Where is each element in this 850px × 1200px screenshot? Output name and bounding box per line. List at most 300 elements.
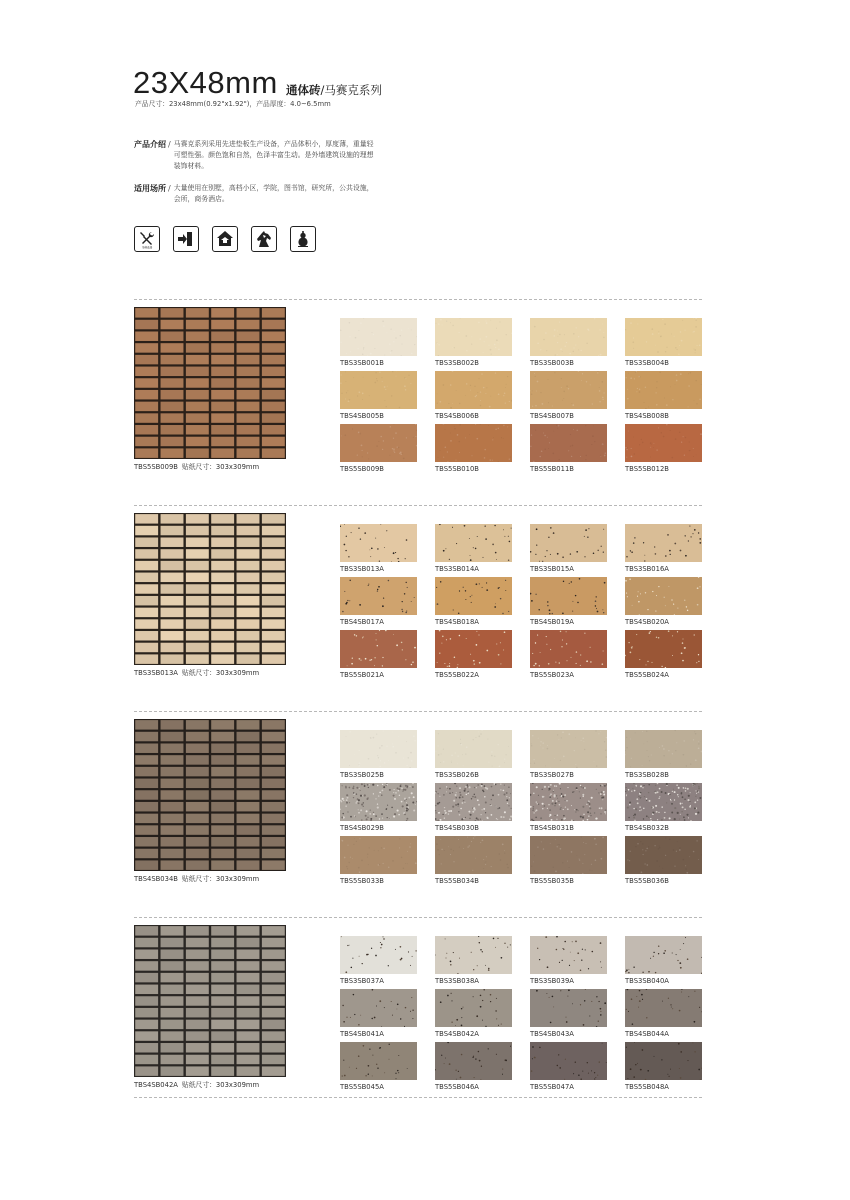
mosaic-tile (135, 973, 158, 982)
mosaic-tile (186, 973, 209, 982)
mosaic-tile (262, 619, 285, 628)
mosaic-tile (161, 378, 184, 387)
mosaic-tile (237, 390, 260, 399)
mosaic-tile (262, 985, 285, 994)
usage-block (134, 183, 374, 205)
section-divider (134, 711, 702, 712)
mosaic-tile (237, 1066, 260, 1075)
series-label: /马赛克系列 (320, 83, 382, 97)
mosaic-tile (161, 767, 184, 776)
tile-swatch-code: TBS4SB017A (340, 618, 384, 626)
mosaic-tile (135, 743, 158, 752)
mosaic-tile (237, 608, 260, 617)
mosaic-tile (262, 743, 285, 752)
mosaic-tile (237, 755, 260, 764)
mosaic-tile (135, 755, 158, 764)
mosaic-tile (186, 825, 209, 834)
mosaic-tile (237, 996, 260, 1005)
tile-swatch-code: TBS4SB029B (340, 824, 384, 832)
mosaic-tile (262, 949, 285, 958)
mosaic-tile (161, 949, 184, 958)
mosaic-tile (186, 732, 209, 741)
mosaic-tile (237, 514, 260, 523)
mosaic-tile (186, 755, 209, 764)
tile-swatch (625, 783, 702, 821)
mosaic-tile (135, 425, 158, 434)
mosaic-tile (211, 619, 234, 628)
mosaic-tile (262, 390, 285, 399)
tile-swatch-code: TBS4SB042A (435, 1030, 479, 1038)
mosaic-tile (211, 938, 234, 947)
mosaic-tile (161, 608, 184, 617)
mosaic-tile (135, 825, 158, 834)
tile-swatch-code: TBS5SB048A (625, 1083, 669, 1091)
tile-swatch-code: TBS4SB007B (530, 412, 574, 420)
mosaic-tile (135, 549, 158, 558)
mosaic-tile (161, 643, 184, 652)
tile-swatch (530, 630, 607, 668)
tile-swatch (530, 524, 607, 562)
mosaic-tile (161, 720, 184, 729)
mosaic-tile (135, 814, 158, 823)
mosaic-tile (211, 390, 234, 399)
mosaic-tile (135, 949, 158, 958)
mosaic-tile (262, 860, 285, 869)
sheet-sample-code: TBS3SB013A (134, 669, 178, 677)
tile-swatch-code: TBS5SB035B (530, 877, 574, 885)
tile-swatch (530, 936, 607, 974)
mosaic-tile (161, 331, 184, 340)
tile-swatch (625, 1042, 702, 1080)
tile-swatch-code: TBS5SB034B (435, 877, 479, 885)
mosaic-tile (135, 619, 158, 628)
mosaic-tile (237, 584, 260, 593)
mosaic-tile (262, 343, 285, 352)
series-bold-label: 通体砖 (286, 83, 321, 97)
mosaic-tile (135, 584, 158, 593)
mosaic-tile (161, 584, 184, 593)
tile-swatch (340, 630, 417, 668)
mosaic-sheet-sample (134, 307, 286, 459)
mosaic-tile (161, 654, 184, 663)
tile-swatch (340, 524, 417, 562)
mosaic-tile (161, 561, 184, 570)
mosaic-tile (237, 926, 260, 935)
tile-swatch-code: TBS4SB032B (625, 824, 669, 832)
tile-swatch (625, 577, 702, 615)
tile-swatch (625, 989, 702, 1027)
mosaic-tile (237, 526, 260, 535)
mosaic-tile (186, 720, 209, 729)
mosaic-tile (161, 973, 184, 982)
mosaic-tile (135, 926, 158, 935)
mosaic-tile (262, 355, 285, 364)
mosaic-tile (211, 1055, 234, 1064)
mosaic-tile (262, 378, 285, 387)
mosaic-tile (262, 996, 285, 1005)
tile-swatch-code: TBS3SB015A (530, 565, 574, 573)
mosaic-tile (211, 608, 234, 617)
tile-swatch-code: TBS4SB031B (530, 824, 574, 832)
mosaic-tile (262, 767, 285, 776)
tile-swatch (625, 730, 702, 768)
usage-line: 会所，商务酒店。 (173, 195, 229, 203)
mosaic-tile (211, 596, 234, 605)
mosaic-tile (211, 926, 234, 935)
mosaic-tile (135, 514, 158, 523)
mosaic-tile (262, 802, 285, 811)
mosaic-tile (237, 1020, 260, 1029)
mosaic-tile (237, 619, 260, 628)
mosaic-tile (161, 1055, 184, 1064)
mosaic-tile (186, 985, 209, 994)
sheet-size-label: 贴纸尺寸：303x309mm (181, 463, 260, 471)
mosaic-tile (186, 926, 209, 935)
mosaic-tile (135, 608, 158, 617)
section-divider (134, 299, 702, 300)
mosaic-tile (262, 720, 285, 729)
mosaic-tile (186, 779, 209, 788)
tile-swatch (530, 989, 607, 1027)
mosaic-tile (161, 985, 184, 994)
mosaic-tile (211, 1066, 234, 1075)
sheet-caption (134, 875, 259, 884)
mosaic-tile (161, 596, 184, 605)
mosaic-tile (161, 1008, 184, 1017)
mosaic-tile (186, 619, 209, 628)
product-intro-line: 装饰材料。 (173, 162, 209, 170)
mosaic-tile (161, 425, 184, 434)
mosaic-tile (186, 378, 209, 387)
mosaic-tile (211, 437, 234, 446)
enter-door-icon (173, 226, 199, 252)
mosaic-tile (211, 860, 234, 869)
tile-swatch-code: TBS3SB028B (625, 771, 669, 779)
tile-swatch (340, 577, 417, 615)
tile-swatch (435, 936, 512, 974)
tile-swatch-code: TBS3SB013A (340, 565, 384, 573)
mosaic-tile (161, 755, 184, 764)
tile-swatch-code: TBS3SB014A (435, 565, 479, 573)
mosaic-tile (135, 720, 158, 729)
mosaic-tile (186, 437, 209, 446)
usage-separator: / (168, 184, 171, 193)
mosaic-tile (135, 654, 158, 663)
mosaic-tile (237, 938, 260, 947)
mosaic-tile (135, 437, 158, 446)
mosaic-tile (211, 973, 234, 982)
mosaic-tile (262, 608, 285, 617)
mosaic-tile (211, 402, 234, 411)
tile-swatch (435, 371, 512, 409)
mosaic-tile (262, 938, 285, 947)
tile-swatch (435, 989, 512, 1027)
mosaic-tile (262, 308, 285, 317)
mosaic-tile (161, 996, 184, 1005)
mosaic-tile (161, 320, 184, 329)
tile-swatch (530, 424, 607, 462)
mosaic-tile (186, 584, 209, 593)
mosaic-tile (211, 514, 234, 523)
tile-swatch-code: TBS4SB005B (340, 412, 384, 420)
mosaic-tile (186, 608, 209, 617)
mosaic-tile (211, 1031, 234, 1040)
tile-swatch-code: TBS5SB023A (530, 671, 574, 679)
product-intro-separator: / (168, 140, 171, 149)
tile-swatch-code: TBS3SB026B (435, 771, 479, 779)
tile-swatch (530, 1042, 607, 1080)
feature-icons-row (134, 226, 316, 252)
mosaic-tile (161, 849, 184, 858)
mosaic-tile (211, 573, 234, 582)
mosaic-tile (186, 814, 209, 823)
horse-icon (251, 226, 277, 252)
tile-swatch-code: TBS3SB037A (340, 977, 384, 985)
mosaic-tile (262, 549, 285, 558)
mosaic-sheet-sample (134, 719, 286, 871)
mosaic-tile (186, 743, 209, 752)
mosaic-tile (262, 926, 285, 935)
mosaic-tile (186, 320, 209, 329)
mosaic-tile (161, 1031, 184, 1040)
usage-label: 适用场所 (134, 184, 166, 193)
mosaic-tile (262, 514, 285, 523)
mosaic-tile (237, 654, 260, 663)
mosaic-tile (237, 1031, 260, 1040)
sheet-sample-code: TBS5SB009B (134, 463, 178, 471)
mosaic-tile (262, 526, 285, 535)
mosaic-tile (186, 331, 209, 340)
mosaic-tile (161, 790, 184, 799)
mosaic-tile (186, 448, 209, 457)
mosaic-tile (237, 320, 260, 329)
usage-line: 大量使用在别墅，高档小区，学院，图书馆，研究所，公共设施， (173, 184, 374, 192)
tile-swatch-code: TBS5SB045A (340, 1083, 384, 1091)
mosaic-tile (262, 825, 285, 834)
product-intro-line: 马赛克系列采用先进垫板生产设备，产品体积小，厚度薄，重量轻 (173, 140, 374, 148)
mosaic-tile (211, 1008, 234, 1017)
mosaic-tile (161, 631, 184, 640)
mosaic-tile (262, 437, 285, 446)
mosaic-tile (262, 837, 285, 846)
product-intro-label: 产品介绍 (134, 140, 166, 149)
mosaic-tile (161, 526, 184, 535)
tile-swatch (340, 936, 417, 974)
mosaic-tile (262, 413, 285, 422)
mosaic-tile (135, 837, 158, 846)
mosaic-tile (262, 320, 285, 329)
tile-swatch (435, 783, 512, 821)
mosaic-tile (237, 448, 260, 457)
tile-swatch (435, 577, 512, 615)
mosaic-tile (135, 938, 158, 947)
mosaic-tile (161, 1043, 184, 1052)
sheet-caption (134, 669, 259, 678)
mosaic-tile (186, 1020, 209, 1029)
mosaic-tile (262, 584, 285, 593)
mosaic-tile (237, 973, 260, 982)
mosaic-tile (161, 1066, 184, 1075)
mosaic-tile (186, 860, 209, 869)
mosaic-tile (186, 961, 209, 970)
mosaic-tile (186, 631, 209, 640)
gourd-icon (290, 226, 316, 252)
sheet-caption (134, 1081, 259, 1090)
mosaic-tile (186, 514, 209, 523)
mosaic-tile (237, 413, 260, 422)
mosaic-tile (161, 308, 184, 317)
mosaic-sheet-sample (134, 925, 286, 1077)
tile-swatch-code: TBS4SB018A (435, 618, 479, 626)
mosaic-tile (262, 732, 285, 741)
tile-swatch (530, 783, 607, 821)
mosaic-tile (135, 537, 158, 546)
mosaic-tile (237, 825, 260, 834)
sheet-sample-code: TBS4SB042A (134, 1081, 178, 1089)
mosaic-tile (211, 631, 234, 640)
tile-swatch-code: TBS3SB016A (625, 565, 669, 573)
mosaic-tile (211, 779, 234, 788)
tile-swatch-code: TBS4SB043A (530, 1030, 574, 1038)
tile-swatch-code: TBS5SB021A (340, 671, 384, 679)
mosaic-tile (237, 802, 260, 811)
tile-swatch (435, 424, 512, 462)
tile-swatch (340, 783, 417, 821)
mosaic-tile (237, 849, 260, 858)
mosaic-tile (161, 814, 184, 823)
mosaic-tile (237, 537, 260, 546)
mosaic-tile (262, 1020, 285, 1029)
tile-swatch-code: TBS4SB044A (625, 1030, 669, 1038)
mosaic-tile (237, 814, 260, 823)
mosaic-tile (161, 1020, 184, 1029)
mosaic-tile (161, 732, 184, 741)
mosaic-tile (135, 631, 158, 640)
mosaic-tile (186, 549, 209, 558)
mosaic-tile (135, 331, 158, 340)
tile-swatch-code: TBS3SB025B (340, 771, 384, 779)
mosaic-tile (211, 367, 234, 376)
mosaic-tile (262, 631, 285, 640)
mosaic-tile (161, 802, 184, 811)
mosaic-tile (135, 1055, 158, 1064)
mosaic-tile (135, 308, 158, 317)
mosaic-tile (262, 790, 285, 799)
tile-swatch (435, 318, 512, 356)
mosaic-tile (237, 779, 260, 788)
mosaic-tile (211, 767, 234, 776)
mosaic-tile (211, 643, 234, 652)
mosaic-tile (186, 308, 209, 317)
mosaic-tile (135, 320, 158, 329)
tile-swatch-code: TBS4SB006B (435, 412, 479, 420)
mosaic-tile (186, 802, 209, 811)
mosaic-tile (262, 1008, 285, 1017)
mosaic-tile (186, 355, 209, 364)
mosaic-tile (237, 860, 260, 869)
mosaic-tile (211, 425, 234, 434)
sheet-sample-code: TBS4SB034B (134, 875, 178, 883)
tile-swatch (625, 936, 702, 974)
mosaic-tile (186, 1031, 209, 1040)
mosaic-tile (135, 1043, 158, 1052)
mosaic-tile (211, 996, 234, 1005)
tile-swatch (340, 424, 417, 462)
mosaic-tile (161, 355, 184, 364)
tools-icon (134, 226, 160, 252)
tile-swatch (435, 630, 512, 668)
mosaic-tile (135, 561, 158, 570)
mosaic-tile (186, 1043, 209, 1052)
mosaic-tile (211, 308, 234, 317)
mosaic-tile (135, 961, 158, 970)
tile-swatch-code: TBS5SB022A (435, 671, 479, 679)
mosaic-tile (211, 549, 234, 558)
tile-swatch (625, 524, 702, 562)
tile-swatch-code: TBS5SB024A (625, 671, 669, 679)
mosaic-tile (186, 573, 209, 582)
mosaic-tile (211, 561, 234, 570)
mosaic-tile (211, 743, 234, 752)
sheet-caption (134, 463, 259, 472)
mosaic-tile (211, 790, 234, 799)
tile-swatch-code: TBS5SB033B (340, 877, 384, 885)
mosaic-tile (237, 343, 260, 352)
mosaic-tile (211, 654, 234, 663)
mosaic-tile (161, 402, 184, 411)
mosaic-tile (211, 320, 234, 329)
mosaic-tile (161, 367, 184, 376)
tools-icon-caption: 多种选择 (141, 246, 153, 249)
mosaic-tile (237, 402, 260, 411)
mosaic-tile (161, 437, 184, 446)
mosaic-tile (262, 1066, 285, 1075)
mosaic-tile (135, 860, 158, 869)
mosaic-tile (186, 1008, 209, 1017)
mosaic-tile (211, 1043, 234, 1052)
mosaic-tile (237, 949, 260, 958)
mosaic-tile (161, 743, 184, 752)
mosaic-tile (161, 448, 184, 457)
mosaic-tile (135, 355, 158, 364)
tile-swatch (435, 524, 512, 562)
mosaic-sheet-sample (134, 513, 286, 665)
mosaic-tile (262, 537, 285, 546)
tile-swatch (435, 836, 512, 874)
mosaic-tile (161, 837, 184, 846)
mosaic-tile (237, 961, 260, 970)
mosaic-tile (237, 732, 260, 741)
mosaic-tile (262, 573, 285, 582)
mosaic-tile (237, 596, 260, 605)
sheet-size-label: 贴纸尺寸：303x309mm (181, 669, 260, 677)
section-divider (134, 917, 702, 918)
tile-swatch-code: TBS3SB003B (530, 359, 574, 367)
mosaic-tile (161, 549, 184, 558)
mosaic-tile (186, 413, 209, 422)
mosaic-tile (186, 596, 209, 605)
mosaic-tile (161, 573, 184, 582)
mosaic-tile (211, 949, 234, 958)
tile-swatch-code: TBS3SB001B (340, 359, 384, 367)
mosaic-tile (262, 814, 285, 823)
mosaic-tile (135, 367, 158, 376)
mosaic-tile (186, 849, 209, 858)
mosaic-tile (211, 802, 234, 811)
mosaic-tile (237, 308, 260, 317)
mosaic-tile (237, 561, 260, 570)
tile-swatch-code: TBS5SB010B (435, 465, 479, 473)
